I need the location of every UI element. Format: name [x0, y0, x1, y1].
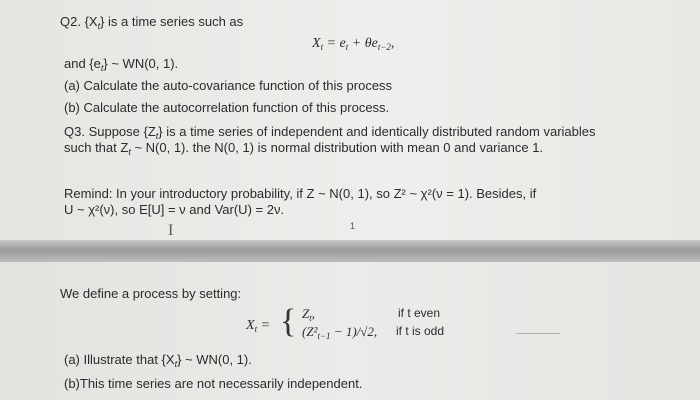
case1-z: Z — [302, 306, 310, 321]
q2-and-text: and {e — [64, 56, 101, 71]
process-lhs: $X_t$ = — [246, 318, 271, 334]
case-2-expr — [302, 324, 377, 344]
q2-eq-rhs: = e — [323, 36, 346, 51]
q2-part-a: (a) Calculate the auto-covariance function of this process — [64, 78, 393, 93]
q2-heading-sub: t — [97, 21, 101, 31]
q2-part-b: (b) Calculate the autocorrelation function of this process. — [64, 100, 390, 115]
q2-heading — [60, 14, 243, 34]
process-part-a-text: (a) Illustrate that {X — [64, 352, 175, 367]
q2-and-sub: t — [100, 63, 104, 73]
scribble-line — [516, 333, 560, 334]
q3-line1-sub: t — [155, 131, 159, 141]
q2-and-tail: } ~ WN(0, 1). — [103, 56, 179, 71]
case-2-condition: if t is odd — [396, 324, 445, 338]
page-gap-shadow — [0, 240, 700, 262]
q3-line2-sub: t — [128, 147, 131, 157]
q2-heading-text: Q2. {X — [60, 14, 98, 29]
text-cursor-icon: I — [168, 222, 174, 239]
remind-line-2: U ~ χ²(ν), so E[U] = ν and Var(U) = 2ν. — [64, 202, 285, 217]
process-part-a-sub: t — [174, 359, 178, 369]
q2-equation — [312, 36, 394, 55]
q3-line1-b: } is a time series of independent and identically distributed random variables — [158, 124, 596, 139]
cases-brace-icon: { — [280, 303, 297, 340]
process-part-b: (b)This time series are not necessarily independent. — [64, 376, 363, 391]
q2-eq-sub2: t — [345, 42, 349, 52]
q3-line-2 — [64, 140, 543, 160]
q3-line2-b: ~ N(0, 1). the N(0, 1) is normal distribution with mean 0 and variance 1. — [130, 140, 544, 155]
page-number: 1 — [350, 221, 356, 231]
q2-eq-lhs: X — [312, 36, 321, 51]
q2-eq-comma: , — [390, 36, 395, 51]
process-lhs-x: X — [246, 318, 255, 333]
case2-tail: − 1)/√2, — [330, 324, 378, 339]
q2-eq-sub3: t−2 — [377, 42, 391, 52]
process-intro: We define a process by setting: — [60, 286, 242, 301]
case2-sub: t−1 — [317, 331, 331, 341]
q2-heading-tail: } is a time series such as — [100, 14, 244, 29]
q2-eq-sub1: t — [320, 42, 324, 52]
q3-line2-a: such that Z — [64, 140, 129, 155]
q2-eq-rhs2: + θe — [348, 36, 378, 51]
case-1-condition: if t even — [398, 306, 441, 320]
remind-line-1: Remind: In your introductory probability, if Z ~ N(0, 1), so Z² ~ χ²(ν = 1). Besides, if — [64, 186, 537, 201]
case2-z: (Z² — [302, 324, 318, 339]
case-1-expr: $Z_t$, — [302, 306, 315, 323]
process-part-a — [64, 352, 252, 372]
process-part-a-tail: } ~ WN(0, 1). — [177, 352, 252, 367]
case1-sub: t — [309, 313, 312, 323]
q2-white-noise — [64, 56, 178, 76]
process-lhs-sub: t — [254, 324, 258, 334]
q3-line1-a: Q3. Suppose {Z — [64, 124, 156, 139]
